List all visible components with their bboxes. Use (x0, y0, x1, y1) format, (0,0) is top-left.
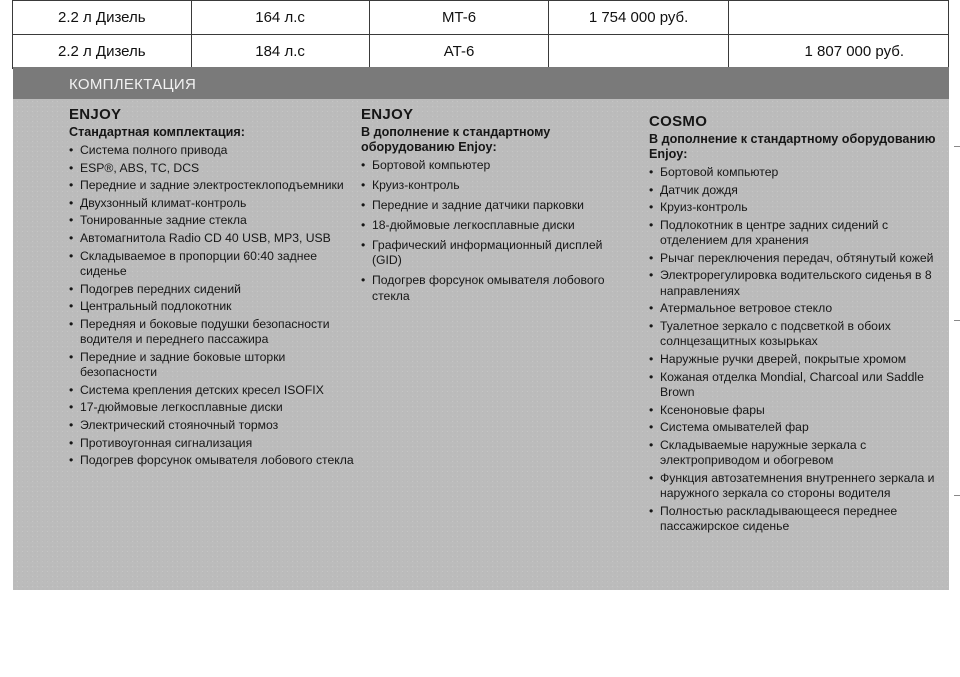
feature-item: • Круиз-контроль (649, 200, 939, 215)
feature-item: • Система полного привода (69, 143, 354, 158)
column-subtitle: В дополнение к стандартному оборудованию Enjoy: (649, 132, 936, 161)
feature-item: • Ксеноновые фары (649, 403, 939, 418)
table-row (13, 1, 949, 35)
feature-item: • 18-дюймовые легкосплавные диски (361, 218, 626, 233)
equipment-column-enjoy-standard (69, 107, 354, 471)
feature-item: • Бортовой компьютер (361, 158, 626, 173)
price-table (12, 0, 949, 69)
feature-item: • 17-дюймовые легкосплавные диски (69, 400, 354, 415)
column-subtitle: В дополнение к стандартному оборудованию Enjoy: (361, 125, 551, 154)
equipment-header: КОМПЛЕКТАЦИЯ (13, 67, 949, 99)
table-row (13, 35, 949, 69)
price-enjoy-cell (549, 35, 728, 69)
feature-item: • Атермальное ветровое стекло (649, 301, 939, 316)
feature-item: • Рычаг переключения передач, обтянутый кожей (649, 251, 939, 266)
feature-item: • Передняя и боковые подушки безопасности водителя и переднего пассажира (69, 317, 354, 348)
feature-item: • Двухзонный климат-контроль (69, 196, 354, 211)
feature-item: • Функция автозатемнения внутреннего зеркала и наружного зеркала со стороны водителя (649, 471, 939, 502)
feature-item: • Система омывателей фар (649, 420, 939, 435)
feature-item: • Полностью раскладывающееся переднее пассажирское сиденье (649, 504, 939, 535)
feature-item: • Туалетное зеркало с подсветкой в обоих солнцезащитных козырьках (649, 319, 939, 350)
feature-item: • Кожаная отделка Mondial, Charcoal или Saddle Brown (649, 370, 939, 401)
equipment-panel (13, 67, 949, 590)
equipment-column-cosmo (649, 114, 939, 537)
feature-list (69, 143, 354, 469)
feature-list (361, 158, 626, 304)
feature-item: • Тонированные задние стекла (69, 213, 354, 228)
feature-item: • Передние и задние боковые шторки безопасности (69, 350, 354, 381)
feature-item: • Электрический стояночный тормоз (69, 418, 354, 433)
feature-item: • Круиз-контроль (361, 178, 626, 193)
feature-item: • Центральный подлокотник (69, 299, 354, 314)
price-cosmo-cell: 1 807 000 руб. (728, 35, 948, 69)
column-title: ENJOY (361, 106, 414, 123)
feature-list (649, 165, 939, 535)
feature-item: • Подлокотник в центре задних сидений с отделением для хранения (649, 218, 939, 249)
power-cell: 164 л.с (191, 1, 369, 35)
engine-cell: 2.2 л Дизель (13, 35, 192, 69)
feature-item: • Противоугонная сигнализация (69, 436, 354, 451)
feature-item: • Наружные ручки дверей, покрытые хромом (649, 352, 939, 367)
transmission-cell: MT-6 (369, 1, 549, 35)
feature-item: • Графический информационный дисплей (GID) (361, 238, 626, 269)
feature-item: • ESP®, ABS, TC, DCS (69, 161, 354, 176)
feature-item: • Подогрев форсунок омывателя лобового стекла (69, 453, 354, 468)
feature-item: • Подогрев форсунок омывателя лобового стекла (361, 273, 626, 304)
engine-cell: 2.2 л Дизель (13, 1, 192, 35)
transmission-cell: AT-6 (369, 35, 549, 69)
feature-item: • Передние и задние электростеклоподъемники (69, 178, 354, 193)
feature-item: • Электрорегулировка водительского сиденья в 8 направлениях (649, 268, 939, 299)
page-edge-mark (954, 320, 960, 321)
power-cell: 184 л.с (191, 35, 369, 69)
page-edge-mark (954, 495, 960, 496)
column-title: ENJOY (69, 106, 122, 123)
page-edge-mark (954, 146, 960, 147)
feature-item: • Автомагнитола Radio CD 40 USB, MP3, USB (69, 231, 354, 246)
feature-item: • Передние и задние датчики парковки (361, 198, 626, 213)
feature-item: • Бортовой компьютер (649, 165, 939, 180)
feature-item: • Система крепления детских кресел ISOFIX (69, 383, 354, 398)
feature-item: • Датчик дождя (649, 183, 939, 198)
column-title: COSMO (649, 113, 708, 130)
price-enjoy-cell: 1 754 000 руб. (549, 1, 728, 35)
equipment-column-enjoy-extra (361, 107, 626, 309)
feature-item: • Подогрев передних сидений (69, 282, 354, 297)
column-subtitle: Стандартная комплектация: (69, 125, 245, 139)
feature-item: • Складываемое в пропорции 60:40 заднее сиденье (69, 249, 354, 280)
price-cosmo-cell (728, 1, 948, 35)
feature-item: • Складываемые наружные зеркала с электроприводом и обогревом (649, 438, 939, 469)
